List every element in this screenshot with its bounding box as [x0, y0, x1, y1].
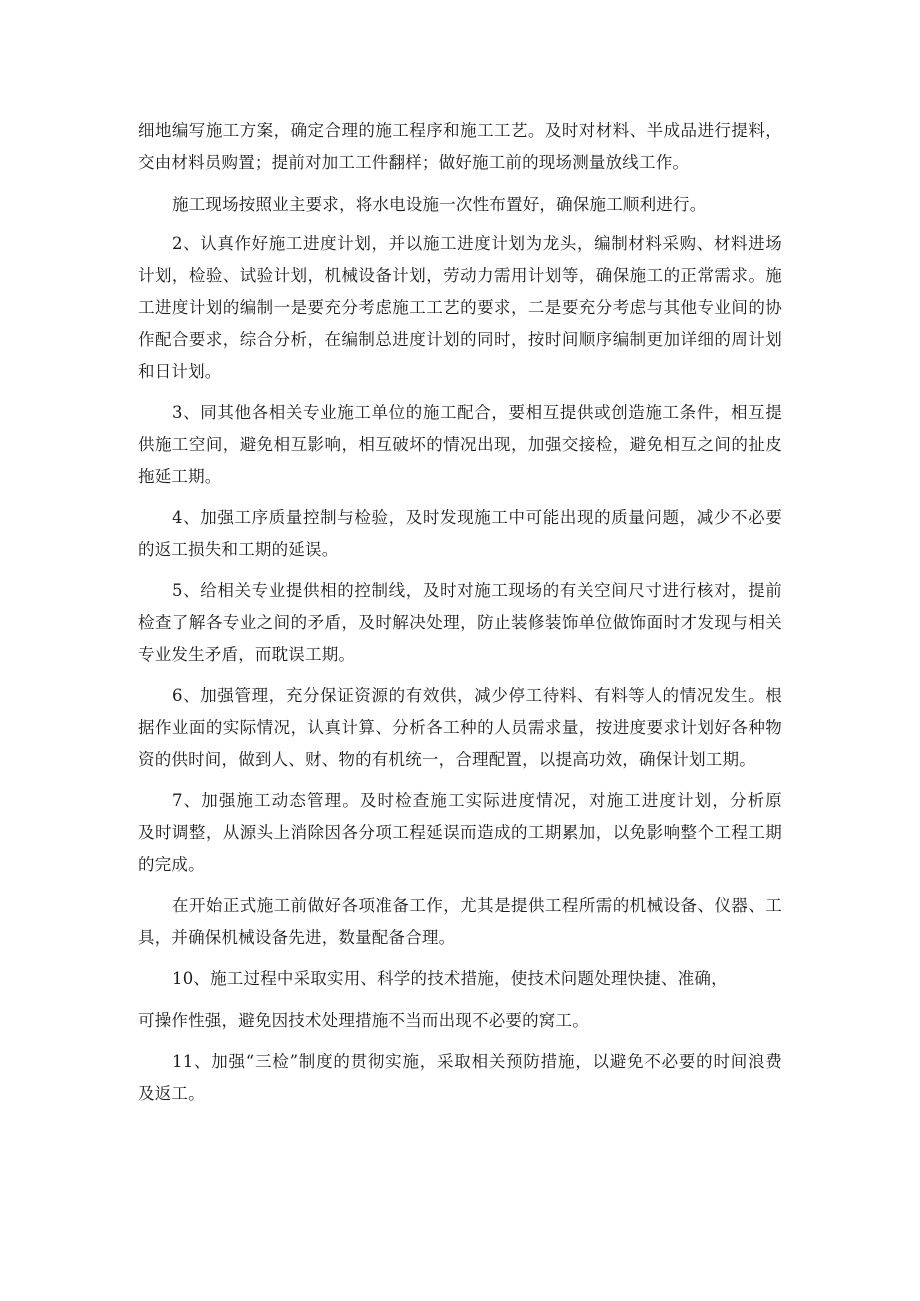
text-line: 3、同其他各相关专业施工单位的施工配合，要相互提供或创造施工条件，相互提: [172, 403, 782, 422]
text-line: 拖延工期。: [138, 467, 222, 486]
text-line: 7、加强施工动态管理。及时检查施工实际进度情况，对施工进度计划，分析原: [172, 791, 782, 810]
text-line: 6、加强管理，充分保证资源的有效供，减少停工待料、有料等人的情况发生。根: [172, 686, 782, 705]
text-line: 及返工。: [138, 1084, 205, 1103]
text-line: 在开始正式施工前做好各项准备工作，尤其是提供工程所需的机械设备、仪器、工: [172, 896, 782, 915]
text-line: 资的供时间，做到人、财、物的有机统一，合理配置，以提高功效，确保计划工期。: [138, 750, 756, 769]
text-line: 专业发生矛盾，而耽误工期。: [138, 645, 356, 664]
text-line: 4、加强工序质量控制与检验，及时发现施工中可能出现的质量问题，减少不必要: [172, 508, 782, 527]
text-line: 据作业面的实际情况，认真计算、分析各工种的人员需求量，按进度要求计划好各种物: [138, 718, 782, 737]
text-line: 的返工损失和工期的延误。: [138, 540, 339, 559]
text-line: 检查了解各专业之间的矛盾，及时解决处理，防止装修装饰单位做饰面时才发现与相关: [138, 613, 782, 632]
text-line: 计划，检验、试验计划，机械设备计划，劳动力需用计划等，确保施工的正常需求。施: [138, 266, 782, 285]
text-line: 供施工空间，避免相互影响，相互破坏的情况出现，加强交接检，避免相互之间的扯皮: [138, 435, 782, 454]
text-line: 交由材料员购置；提前对加工工件翻样；做好施工前的现场测量放线工作。: [138, 153, 690, 172]
text-line: 可操作性强，避免因技术处理措施不当而出现不必要的窝工。: [138, 1011, 589, 1030]
text-line: 细地编写施工方案，确定合理的施工程序和施工工艺。及时对材料、半成品进行提料，: [138, 121, 782, 140]
text-line: 和日计划。: [138, 362, 222, 381]
text-line: 工进度计划的编制一是要充分考虑施工工艺的要求，二是要充分考虑与其他专业间的协: [138, 298, 782, 317]
text-line: 的完成。: [138, 855, 205, 874]
text-line: 2、认真作好施工进度计划，并以施工进度计划为龙头，编制材料采购、材料进场: [172, 234, 782, 253]
text-line: 10、施工过程中采取实用、科学的技术措施，使技术问题处理快捷、准确，: [172, 969, 728, 988]
text-line: 作配合要求，综合分析，在编制总进度计划的同时，按时间顺序编制更加详细的周计划: [138, 330, 782, 349]
text-line: 及时调整，从源头上消除因各分项工程延误而造成的工期累加，以免影响整个工程工期: [138, 823, 782, 842]
text-line: 11、加强“三检”制度的贯彻实施，采取相关预防措施，以避免不必要的时间浪费: [172, 1052, 782, 1071]
text-line: 5、给相关专业提供相的控制线，及时对施工现场的有关空间尺寸进行核对，提前: [172, 581, 782, 600]
text-line: 施工现场按照业主要求，将水电设施一次性布置好，确保施工顺利进行。: [172, 195, 707, 214]
text-line: 具，并确保机械设备先进，数量配备合理。: [138, 928, 456, 947]
